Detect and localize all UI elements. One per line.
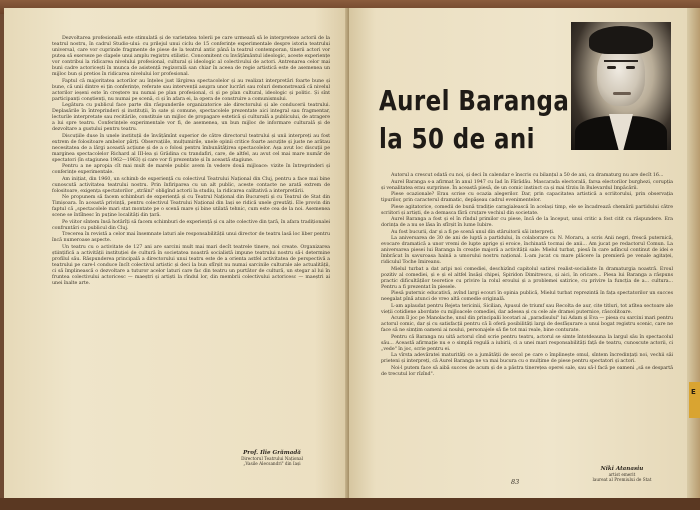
article-title: [379, 86, 569, 154]
left-author-role: Directorul Teatrului Național: [241, 456, 303, 461]
portrait-mouth: [613, 92, 631, 95]
right-paragraph: Noi-l putem face să aibă succes de acum și de a păstra tinerețea operei sale, sau să-l facă pe oameni „să se despartă de trecutul lor rîzînd".: [381, 365, 673, 377]
left-author-signature: [212, 450, 332, 466]
left-paragraph: Pe viitor sîntem însă hotărîți să facem schimburi de experiență și cu alte colective din țară, în afara tradiționalei confruntări cu publicul din Cluj.: [52, 219, 330, 231]
right-paragraph: La aniversarea de 30 de ani de luptă a partidului, în colaborare cu N. Moraru, a scris Anii negri, frescă puternică, evocare dramatică a unor vremi de lupte aprige și eroice, închinată tocmai de anii... Am jucat pe redactorul Comun. La aniversarea piesei lui Baranga în creație majoră a activității sale: Mielul turbat, piesă în care adîncul continut de idei e îmbrăcat în savuroasa haină a umorului nostru național. L-am jucat cu mare plăcere la premieră pe venale agitaței, ridiculul Toche Imireanu.: [381, 236, 673, 265]
right-paragraph: Mielul turbat a dat aripi noi comediei, deschizînd capitolul satirei realist-socialiste în dramaturgia noastră. Eroul pozitiv al comediei, și e și el altfel însăși chipei, Spiridon Dimitrescu, și aici, în oricare... Piesa lui Baranga a răspuns practic dificultăților teoretice cu privire la rolul eroului și a problemei satirice, cu privire la funcția de a... cultura... Pentru a fi prezentat în piesele.: [381, 266, 673, 290]
portrait-eye: [607, 66, 616, 69]
right-paragraph: Pentru că Baranga nu uită actorul cînd scrie pentru teatru, actorul se simte întotdeauna la largul său în spectacolul său... Această afirmație nu e o simplă regulă a iubirii, ci a unei mari responsabilități față de teatru, cunoscute actorii, ci „vede" în joc, scrie pentru ei.: [381, 334, 673, 352]
portrait-photo: [571, 22, 671, 150]
right-paragraph: Piese ocazionale? Erau scrise cu ocazia alegerilor. Dar, prin capacitatea artistică a scriitorului, prin observația tipurilor, prin caracterul dramatic, depășeau cadrul evenimentelor.: [381, 192, 673, 203]
left-paragraph: Trecerea în revistă a celor mai însemnate laturi ale responsabilității unui director de teatru lasă loc liber pentru încă numeroase aspecte.: [52, 232, 330, 243]
left-page: [4, 8, 349, 500]
left-author-role: „Vasile Alecsandri" din Iași: [243, 461, 301, 466]
left-paragraph: Pentru a ne apropia cît mai mult de marele public avem în vedere două mijloace: vizite în întreprinderi și conferințe experimentale.: [52, 164, 330, 175]
left-page-text-column: [52, 36, 330, 287]
article-title-line-1: Aurel Baranga: [379, 84, 570, 117]
right-page: [349, 8, 687, 500]
right-paragraph: Au fost bucurii, dar și a fi pe scenă unul din stăruitorii săi interpreți.: [391, 229, 555, 235]
right-paragraph: Piesă puternic educativă, avînd largi ecouri în opinia publică, Mielul turbat reprezintă în fața spectatorilor un succes neegalat pînă atunci de vreo altă comedie originală.: [381, 291, 673, 302]
right-paragraph: Aurel Baranga a fost și el în rîndul primilor cu piese, încă de la început, unui critic a fost citit cu răspundere. Era dorința de a nu se lăsa în sfîrșit în lume Iubire.: [381, 217, 673, 228]
right-paragraph: Autorul a crescut odată cu noi, și deci în calendar e înscris cu bilanțul a 50 de ani, ca dramaturg nu are decît 16...: [391, 173, 664, 178]
right-author-role: artist emerit: [608, 472, 636, 477]
right-author-signature: [567, 466, 677, 482]
portrait-eye: [626, 66, 635, 69]
edge-index-tab: [689, 382, 700, 418]
right-paragraph: Aurel Baranga s-a afirmat în anul 1947 cu Iad în Fărădău. Mascarada electorală, farsa electorilor burghezi, corupția și venalitatea erau surprinse. În această piesă, de un comic instinct ca și mai tîrziu în Bulevardul Impăcării.: [381, 179, 673, 191]
right-page-text-column: [381, 173, 673, 378]
portrait-hair: [589, 26, 653, 54]
left-paragraph: Discuțiile duse în unele instituții de învățămînt superior de către directorul teatrului și unii interpreți au fost extrem de folositoare ambelor părți. Observațiile, mulțumirile, unele opinii critice foarte ascuțite și juste ne arătau necesitatea de a lărgi această acțiune și de a o folosi pentru îmbunătățirea spectacolelor. Așa avut loc discuții pe marginea spectacolelor Richard al III-lea și Grădina cu trandafiri, care, de altfel, au avut cel mai mare număr de spectatori (în stagiunea 1962—1963) și care vor fi prezentate și în această stagiune.: [52, 133, 330, 163]
left-paragraph: Un teatru cu o activitate de 127 ani are sarcini mult mai mari decît teatrele tinere, noi create. Organizarea științifică a activității instituției de cultură în societatea noastră socialistă impune teatrului nostru să-i determine profilul său. Răspunderea principală a directorului unui teatru este de a orienta astfel activitatea de perspectivă a teatrului pe care-l conduce încît colectivul artistic și deci la bun sfîrșit nu numai sarcinile culturale ale actualității, ci să împlinească o dezvoltare a tuturor acelor laturi care fac din teatru un purtător de cultură, un stegar al lui în fruntea colectivului actoricesc — maeștri și artiști la rîndul lor, din membrii colectivului actoricesc — maeștri ai unei înalte arte.: [52, 244, 330, 286]
page-number: 83: [511, 478, 520, 486]
portrait-brow: [604, 60, 638, 62]
right-paragraph: L-am aplaudat pentru Rejeta tericinii, Sicilian, Apusul de triumf sau Recolta de aur, cite titluri, tot atîtea sectoare ale vieții cotidiene abordate cu mijloacele comediei, dar adesea și cu cele ale dramei puternice, răscolitoare.: [381, 303, 673, 315]
right-paragraph: La vîrsta adevăratei maturități ce a jumătății de secol pe care o împlinește omul, sîntem încredințați noi, vechii săi prieteni și interpreți, că Aurel Baranga ne va mai bucura cu o mulțime de piese pentru spectatori și actori.: [381, 353, 673, 364]
right-paragraph: Piese agitatorice, comedii de bună tradiție caragialească în același timp, ele se încadrează chemării partidului către scriitori și artiști, de a demasca fără cruțare vechiul din societate.: [381, 204, 673, 216]
left-paragraph: Am inițiat, din 1960, un schimb de experiență cu colectivul Teatrului Național din Cluj, pentru a face mai bine cunoscută activitatea teatrului nostru. Prin înfiriparea cu un alt public, aceste contacte ne arată extrem de folositoare, exigența spectatorilor „străini" obligînd actorii la studiu, la ridicarea calitativă a interpretării.: [52, 176, 330, 194]
left-paragraph: Faptul că majoritatea actorilor au înțeles just lărgirea spectacolelor și au realizat interpretări foarte bune și bune, că unii dintre ei țin conferințe, referate sau intervenții asupra unor lucrări sau roluri demonstrează că nivelul actorilor ieșeni este în creștere nu numai pe plan profesional, ci și pe plan cultural, ideologic și politic. Și sînt participanți conștienți, nu numai pe scenă, ci și în afara ei, la opera de construire a comunismului.: [52, 78, 330, 102]
edge-index-tab-label: E: [691, 388, 696, 396]
left-paragraph: Legătura cu publicul face parte din răspunderile organizatorice ale directorului și ale conducerii teatrului. Deplasările în întreprinderi și instituții, în sate și comune, spectacolele prezentate aici integral sau fragmentar, lecturile interpretate sau recitările, constituie un mijloc de propagare estetică și culturală a publicului, de atragere a lui spre teatru. Conferințele experimentale vor fi, de asemenea, un bun mijloc de informare culturală și de dezvoltare a gustului pentru teatru.: [52, 103, 330, 132]
right-author-name: Niki Atanasiu: [600, 466, 644, 472]
book-binding-bottom: [0, 498, 700, 510]
left-paragraph: Ne propunem să facem schimburi de experiență și cu Teatrul Național din București și cu Teatrul de Stat din Timișoara. În această privință, pentru colectivul Teatrului Național din Iași se ridică unele greutăți. Ele provin din faptul că „spectacolele mari stat montate pe o scenă mare și bine utilată tehnic, cum este cea de la noi. Asemenea scene se întîlnesc în puține localități din țară.: [52, 195, 330, 218]
book-page-edges: [687, 8, 700, 500]
article-title-line-2: la 50 de ani: [379, 122, 535, 155]
right-paragraph: Acum îl joc pe Manolache, unul din principalii locotari ai „paradisului" lui Adam și Eva — piesa cu sarcini mari pentru actorul comic, dar și cu satisfacții pentru că îi oferă posibilități largi de desfășurare a unui bogat registru scenic, care ne face să ne simțim oameni ai noului, personajele să fie tot mai reale, bine conturate.: [381, 316, 673, 333]
left-author-name: Prof. Ilie Grămadă: [243, 450, 301, 456]
left-paragraph: Dezvoltarea profesională este stimulată și de varietatea tolerii pe care urmează să le interpreteze actorii de la teatrul nostru, în cadrul Studio-ului: cu prilejul unui ciclu de 15 conferințe experimentale despre istoria teatrului universal, care vor cuprinde fragmente de piese de la teatrul antic până la teatrul contemporan, tinerii actori vor putea să exerseze pe clapele unui amplu registru stilistic. Concomitent cu învățământul ideologic, aceste experiențe vor contribui la ridicarea nivelului profesional, cultural și ideologic al colectivului de actori. Antrenarea celor mai buni cadre actoricești în munca de asistență regizorală san chiar în aceea de regie artistică este de asemenea un mijloc bun și pretios în ridicarea nivelului lor profesional.: [52, 36, 330, 77]
right-author-role: laureat al Premiului de Stat: [592, 477, 652, 482]
